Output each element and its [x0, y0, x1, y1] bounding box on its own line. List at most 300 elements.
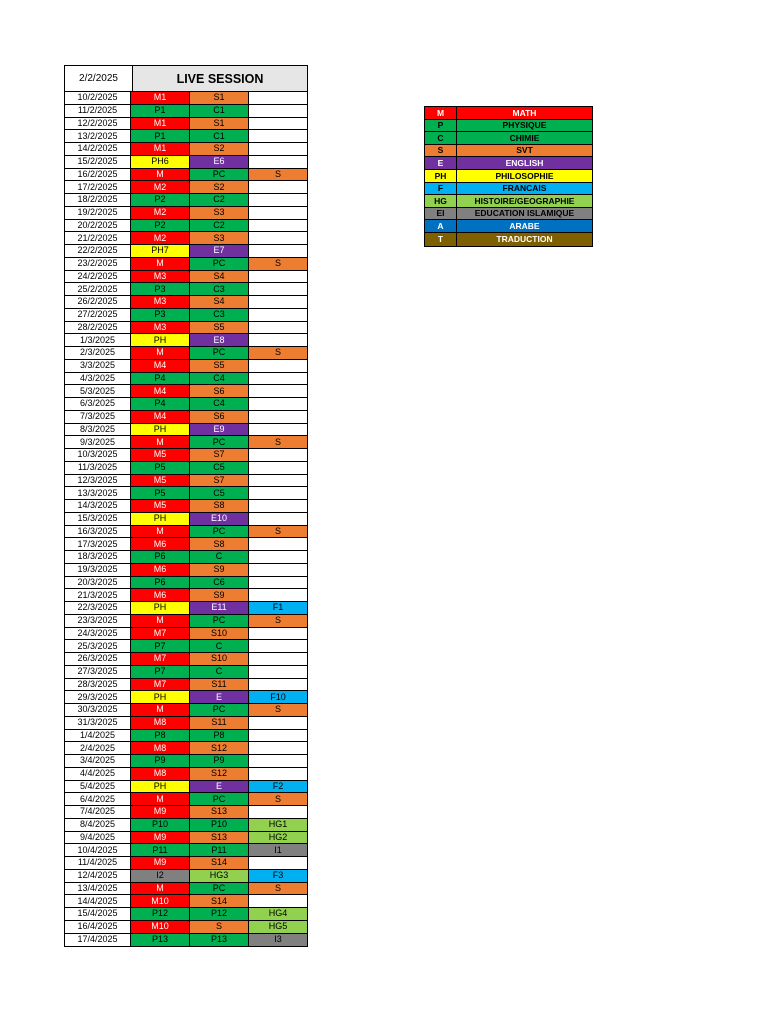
session-cell: M8 [131, 742, 190, 755]
table-row [65, 449, 307, 462]
date-cell: 23/3/2025 [65, 615, 131, 628]
session-cell: P2 [131, 220, 190, 233]
session-cell [249, 538, 307, 551]
date-cell: 14/3/2025 [65, 500, 131, 513]
date-cell: 17/2/2025 [65, 181, 131, 194]
session-cell: M4 [131, 360, 190, 373]
table-row [65, 755, 307, 768]
session-cell: C6 [190, 577, 249, 590]
session-cell: P11 [131, 844, 190, 857]
date-cell: 7/3/2025 [65, 411, 131, 424]
date-cell: 9/3/2025 [65, 436, 131, 449]
date-cell: 5/4/2025 [65, 781, 131, 794]
date-cell: 31/3/2025 [65, 717, 131, 730]
session-cell: HG3 [190, 870, 249, 883]
date-cell: 26/3/2025 [65, 653, 131, 666]
session-cell [249, 296, 307, 309]
legend-code: EI [425, 208, 457, 221]
session-cell: P10 [190, 819, 249, 832]
session-cell: S [249, 793, 307, 806]
date-cell: 24/3/2025 [65, 628, 131, 641]
table-row [65, 373, 307, 386]
legend-row [425, 220, 592, 233]
date-cell: 23/2/2025 [65, 258, 131, 271]
date-cell: 17/3/2025 [65, 538, 131, 551]
date-cell: 20/2/2025 [65, 220, 131, 233]
session-cell: M7 [131, 628, 190, 641]
session-cell: M5 [131, 475, 190, 488]
legend-subject-name: ENGLISH [457, 157, 592, 170]
session-cell [249, 220, 307, 233]
session-cell: M7 [131, 653, 190, 666]
legend-subject-name: PHILOSOPHIE [457, 170, 592, 183]
table-row [65, 283, 307, 296]
session-cell: C2 [190, 220, 249, 233]
session-cell: PH [131, 691, 190, 704]
session-cell: PC [190, 793, 249, 806]
session-cell: M8 [131, 768, 190, 781]
legend-code: F [425, 183, 457, 196]
session-cell: S2 [190, 143, 249, 156]
session-cell: M2 [131, 207, 190, 220]
session-cell [249, 181, 307, 194]
session-cell [249, 513, 307, 526]
date-cell: 21/3/2025 [65, 589, 131, 602]
date-cell: 19/3/2025 [65, 564, 131, 577]
session-cell: S1 [190, 118, 249, 131]
session-cell [249, 130, 307, 143]
header-title: LIVE SESSION [133, 66, 307, 91]
session-cell: E6 [190, 156, 249, 169]
session-cell: S12 [190, 742, 249, 755]
session-cell: S9 [190, 589, 249, 602]
session-cell: M3 [131, 296, 190, 309]
date-cell: 6/3/2025 [65, 398, 131, 411]
session-cell [249, 373, 307, 386]
date-cell: 27/2/2025 [65, 309, 131, 322]
session-cell: I3 [249, 934, 307, 947]
session-cell: M2 [131, 181, 190, 194]
session-cell [249, 411, 307, 424]
legend-subject-name: CHIMIE [457, 132, 592, 145]
legend-row [425, 233, 592, 246]
date-cell: 15/3/2025 [65, 513, 131, 526]
session-cell: M [131, 704, 190, 717]
session-cell: M2 [131, 232, 190, 245]
session-cell: M3 [131, 271, 190, 284]
legend-subject-name: ARABE [457, 220, 592, 233]
session-cell: S8 [190, 500, 249, 513]
table-row [65, 271, 307, 284]
table-row [65, 730, 307, 743]
legend-subject-name: MATH [457, 107, 592, 120]
session-cell: C [190, 640, 249, 653]
session-cell: P1 [131, 130, 190, 143]
session-cell: E8 [190, 334, 249, 347]
date-cell: 15/4/2025 [65, 908, 131, 921]
table-row [65, 118, 307, 131]
date-cell: 8/4/2025 [65, 819, 131, 832]
session-cell: PC [190, 883, 249, 896]
table-row [65, 628, 307, 641]
table-row [65, 883, 307, 896]
session-cell: HG5 [249, 921, 307, 934]
date-cell: 18/2/2025 [65, 194, 131, 207]
date-cell: 14/2/2025 [65, 143, 131, 156]
session-cell [249, 768, 307, 781]
session-cell [249, 322, 307, 335]
date-cell: 10/2/2025 [65, 92, 131, 105]
table-row [65, 360, 307, 373]
session-cell: C4 [190, 373, 249, 386]
session-cell [249, 679, 307, 692]
table-row [65, 334, 307, 347]
session-cell [249, 309, 307, 322]
table-row [65, 768, 307, 781]
session-cell [249, 105, 307, 118]
session-cell: S4 [190, 271, 249, 284]
session-cell: PH [131, 424, 190, 437]
date-cell: 18/3/2025 [65, 551, 131, 564]
table-row [65, 577, 307, 590]
session-cell: S5 [190, 360, 249, 373]
session-cell: HG2 [249, 832, 307, 845]
session-cell [249, 717, 307, 730]
session-cell: P8 [131, 730, 190, 743]
date-cell: 12/4/2025 [65, 870, 131, 883]
date-cell: 19/2/2025 [65, 207, 131, 220]
session-cell: E9 [190, 424, 249, 437]
session-cell: S6 [190, 411, 249, 424]
date-cell: 6/4/2025 [65, 793, 131, 806]
session-cell: C4 [190, 398, 249, 411]
session-cell: M9 [131, 857, 190, 870]
table-row [65, 564, 307, 577]
table-row [65, 666, 307, 679]
legend-row [425, 120, 592, 133]
session-cell [249, 271, 307, 284]
session-cell: S13 [190, 832, 249, 845]
session-cell: C [190, 666, 249, 679]
legend-row [425, 170, 592, 183]
date-cell: 25/2/2025 [65, 283, 131, 296]
table-row [65, 245, 307, 258]
session-cell: HG4 [249, 908, 307, 921]
session-cell: E11 [190, 602, 249, 615]
session-cell: S [249, 347, 307, 360]
session-cell: M6 [131, 589, 190, 602]
session-cell [249, 232, 307, 245]
table-row [65, 704, 307, 717]
legend-subject-name: EDUCATION ISLAMIQUE [457, 208, 592, 221]
date-cell: 10/3/2025 [65, 449, 131, 462]
session-cell: S8 [190, 538, 249, 551]
session-cell: HG1 [249, 819, 307, 832]
session-cell: PH7 [131, 245, 190, 258]
session-cell: C5 [190, 487, 249, 500]
session-cell: M [131, 793, 190, 806]
date-cell: 11/4/2025 [65, 857, 131, 870]
session-cell [249, 628, 307, 641]
session-cell [249, 755, 307, 768]
session-cell: S [249, 258, 307, 271]
table-row [65, 436, 307, 449]
schedule-header [64, 65, 308, 92]
legend-code: P [425, 120, 457, 133]
table-row [65, 806, 307, 819]
session-cell [249, 143, 307, 156]
session-cell: PC [190, 526, 249, 539]
session-cell: M8 [131, 717, 190, 730]
session-cell: S2 [190, 181, 249, 194]
table-row [65, 908, 307, 921]
date-cell: 8/3/2025 [65, 424, 131, 437]
table-row [65, 679, 307, 692]
session-cell: P2 [131, 194, 190, 207]
session-cell: S [249, 704, 307, 717]
date-cell: 13/4/2025 [65, 883, 131, 896]
table-row [65, 398, 307, 411]
table-row [65, 156, 307, 169]
date-cell: 29/3/2025 [65, 691, 131, 704]
session-cell: M6 [131, 564, 190, 577]
legend-row [425, 145, 592, 158]
session-cell: C1 [190, 105, 249, 118]
session-cell: S [249, 436, 307, 449]
date-cell: 11/2/2025 [65, 105, 131, 118]
table-row [65, 832, 307, 845]
session-cell [249, 398, 307, 411]
session-cell: P12 [131, 908, 190, 921]
table-row [65, 169, 307, 182]
session-cell: S [249, 169, 307, 182]
session-cell [249, 730, 307, 743]
table-row [65, 475, 307, 488]
legend-row [425, 183, 592, 196]
session-cell: P6 [131, 551, 190, 564]
session-cell [249, 640, 307, 653]
session-cell: S12 [190, 768, 249, 781]
date-cell: 21/2/2025 [65, 232, 131, 245]
session-cell: M [131, 526, 190, 539]
session-cell [249, 589, 307, 602]
session-cell [249, 487, 307, 500]
session-cell [249, 475, 307, 488]
table-row [65, 220, 307, 233]
date-cell: 1/3/2025 [65, 334, 131, 347]
session-cell [249, 283, 307, 296]
session-cell [249, 194, 307, 207]
date-cell: 17/4/2025 [65, 934, 131, 947]
table-row [65, 207, 307, 220]
session-cell [249, 207, 307, 220]
table-row [65, 589, 307, 602]
legend-subject-name: FRANCAIS [457, 183, 592, 196]
legend-code: PH [425, 170, 457, 183]
session-cell: M [131, 615, 190, 628]
session-cell: M1 [131, 92, 190, 105]
session-cell: PH6 [131, 156, 190, 169]
table-row [65, 615, 307, 628]
session-cell: I2 [131, 870, 190, 883]
date-cell: 9/4/2025 [65, 832, 131, 845]
session-cell: S3 [190, 207, 249, 220]
session-cell: S [249, 526, 307, 539]
session-cell: P7 [131, 640, 190, 653]
table-row [65, 844, 307, 857]
session-cell: M5 [131, 449, 190, 462]
session-cell: E [190, 781, 249, 794]
legend-code: E [425, 157, 457, 170]
date-cell: 24/2/2025 [65, 271, 131, 284]
session-cell: F1 [249, 602, 307, 615]
session-cell: S9 [190, 564, 249, 577]
session-cell: C [190, 551, 249, 564]
table-row [65, 487, 307, 500]
session-cell [249, 360, 307, 373]
table-row [65, 602, 307, 615]
session-cell: PH [131, 781, 190, 794]
table-row [65, 258, 307, 271]
table-row [65, 934, 307, 947]
table-row [65, 322, 307, 335]
schedule-rows [64, 92, 308, 947]
legend-subject-name: SVT [457, 145, 592, 158]
legend-code: HG [425, 195, 457, 208]
session-cell: P11 [190, 844, 249, 857]
session-cell: P13 [131, 934, 190, 947]
table-row [65, 538, 307, 551]
legend-code: C [425, 132, 457, 145]
session-cell [249, 577, 307, 590]
session-cell: S7 [190, 449, 249, 462]
session-cell [249, 806, 307, 819]
session-cell: E10 [190, 513, 249, 526]
session-cell: M5 [131, 500, 190, 513]
session-cell: PC [190, 436, 249, 449]
session-cell: P12 [190, 908, 249, 921]
session-cell: S13 [190, 806, 249, 819]
table-row [65, 424, 307, 437]
date-cell: 16/3/2025 [65, 526, 131, 539]
date-cell: 30/3/2025 [65, 704, 131, 717]
session-cell [249, 334, 307, 347]
session-cell [249, 385, 307, 398]
legend-row [425, 132, 592, 145]
session-cell: P1 [131, 105, 190, 118]
date-cell: 20/3/2025 [65, 577, 131, 590]
legend-code: M [425, 107, 457, 120]
session-cell: S7 [190, 475, 249, 488]
session-cell: P5 [131, 487, 190, 500]
session-cell: C3 [190, 283, 249, 296]
legend-row [425, 208, 592, 221]
date-cell: 15/2/2025 [65, 156, 131, 169]
table-row [65, 717, 307, 730]
session-cell [249, 424, 307, 437]
session-cell [249, 857, 307, 870]
subject-legend [424, 106, 593, 247]
session-cell: M [131, 883, 190, 896]
table-row [65, 130, 307, 143]
session-cell: P5 [131, 462, 190, 475]
session-cell: S10 [190, 653, 249, 666]
date-cell: 10/4/2025 [65, 844, 131, 857]
header-date: 2/2/2025 [65, 66, 133, 91]
session-cell [249, 666, 307, 679]
session-cell [249, 500, 307, 513]
session-cell: P10 [131, 819, 190, 832]
session-cell: P4 [131, 398, 190, 411]
date-cell: 1/4/2025 [65, 730, 131, 743]
session-cell: S [249, 883, 307, 896]
date-cell: 7/4/2025 [65, 806, 131, 819]
date-cell: 12/3/2025 [65, 475, 131, 488]
session-cell: M [131, 347, 190, 360]
table-row [65, 296, 307, 309]
table-row [65, 143, 307, 156]
session-cell: E [190, 691, 249, 704]
session-cell: PH [131, 334, 190, 347]
session-cell [249, 462, 307, 475]
session-cell [249, 653, 307, 666]
session-cell: PC [190, 347, 249, 360]
table-row [65, 309, 307, 322]
session-cell: PC [190, 169, 249, 182]
table-row [65, 385, 307, 398]
date-cell: 22/3/2025 [65, 602, 131, 615]
session-cell: P3 [131, 283, 190, 296]
table-row [65, 653, 307, 666]
legend-row [425, 157, 592, 170]
date-cell: 14/4/2025 [65, 895, 131, 908]
session-cell: S6 [190, 385, 249, 398]
date-cell: 25/3/2025 [65, 640, 131, 653]
session-cell [249, 449, 307, 462]
session-cell [249, 118, 307, 131]
table-row [65, 513, 307, 526]
session-cell: P4 [131, 373, 190, 386]
session-cell [249, 551, 307, 564]
date-cell: 11/3/2025 [65, 462, 131, 475]
session-cell [249, 156, 307, 169]
session-cell: P8 [190, 730, 249, 743]
session-cell: PH [131, 513, 190, 526]
session-cell: C2 [190, 194, 249, 207]
date-cell: 13/3/2025 [65, 487, 131, 500]
session-cell: S5 [190, 322, 249, 335]
session-cell: M10 [131, 895, 190, 908]
table-row [65, 194, 307, 207]
table-row [65, 232, 307, 245]
session-cell: C1 [190, 130, 249, 143]
date-cell: 4/4/2025 [65, 768, 131, 781]
legend-subject-name: TRADUCTION [496, 233, 553, 244]
legend-row [425, 107, 592, 120]
session-cell: S3 [190, 232, 249, 245]
session-cell: I1 [249, 844, 307, 857]
session-cell: M3 [131, 322, 190, 335]
session-cell: S [249, 615, 307, 628]
date-cell: 3/4/2025 [65, 755, 131, 768]
date-cell: 3/3/2025 [65, 360, 131, 373]
session-cell: C5 [190, 462, 249, 475]
session-cell: P9 [131, 755, 190, 768]
session-cell: PH [131, 602, 190, 615]
session-cell: F10 [249, 691, 307, 704]
legend-row [425, 195, 592, 208]
session-cell: S4 [190, 296, 249, 309]
